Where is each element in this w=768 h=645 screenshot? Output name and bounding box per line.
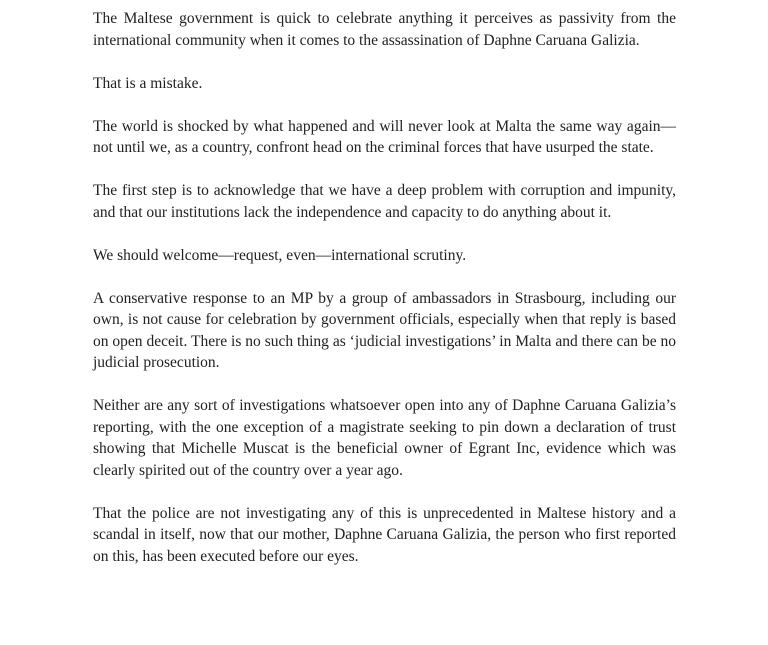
article-paragraph-7: Neither are any sort of investigations whatsoever open into any of Daphne Caruana Galizia’s reporting, with the one exception of a magistrate seeking to pin down a declaration of trust showing that Michelle Muscat is the beneficial owner of Egrant Inc, evidence which was clearly spirited out of the country over a year ago. (93, 397, 676, 479)
article-body (93, 8, 676, 567)
article-paragraph-3: The world is shocked by what happened and will never look at Malta the same way again—not until we, as a country, confront head on the criminal forces that have usurped the state. (93, 117, 676, 156)
article-paragraph-6: A conservative response to an MP by a group of ambassadors in Strasbourg, including our own, is not cause for celebration by government officials, especially when that reply is based on open deceit. There is no such thing as ‘judicial investigations’ in Malta and there can be no judicial prosecution. (93, 289, 676, 371)
article-paragraph-8: That the police are not investigating any of this is unprecedented in Maltese history and a scandal in itself, now that our mother, Daphne Caruana Galizia, the person who first reported on this, has been executed before our eyes. (93, 504, 676, 565)
article-paragraph-1: The Maltese government is quick to celebrate anything it perceives as passivity from the international community when it comes to the assassination of Daphne Caruana Galizia. (93, 10, 676, 49)
article-paragraph-5: We should welcome—request, even—international scrutiny. (93, 246, 467, 264)
article-paragraph-4: The first step is to acknowledge that we have a deep problem with corruption and impunity, and that our institutions lack the independence and capacity to do anything about it. (93, 182, 676, 221)
article-paragraph-2: That is a mistake. (93, 74, 203, 92)
